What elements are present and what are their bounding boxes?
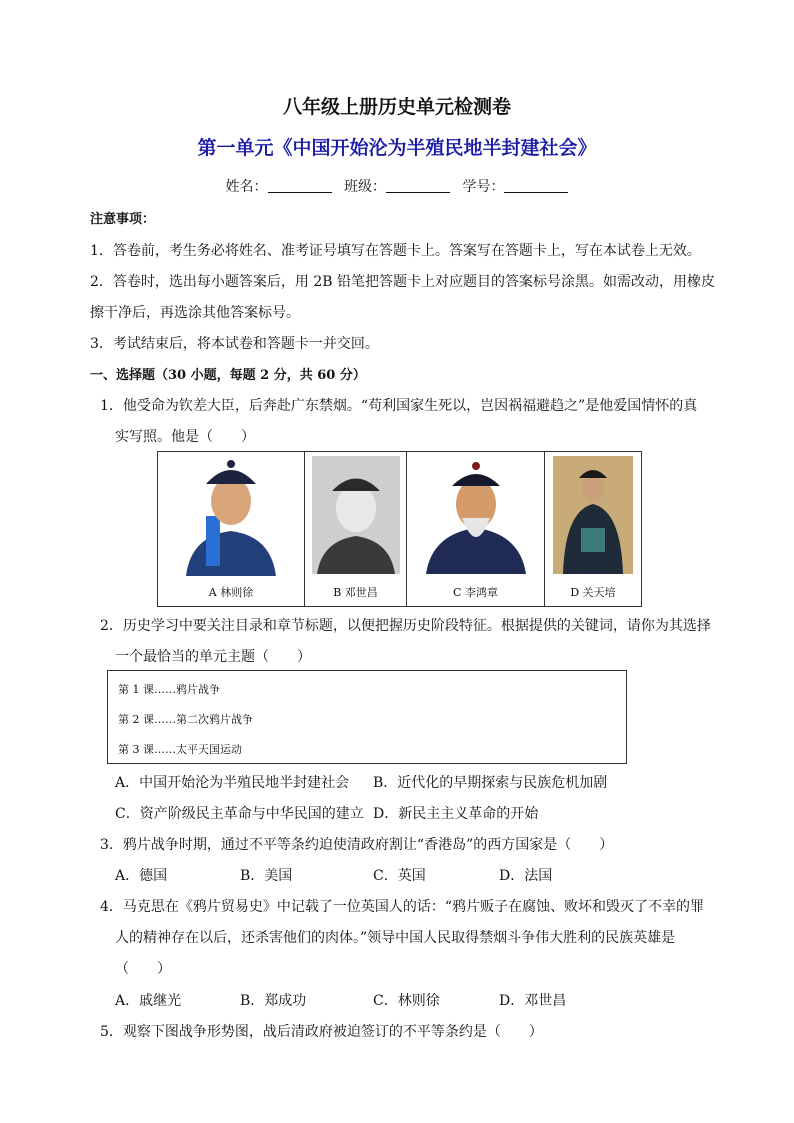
class-label: 班级： [344,179,386,195]
portrait-a-image [176,456,286,576]
question-4-paren: （ ） [115,961,171,977]
question-4-cont: 人的精神存在以后，还杀害他们的肉体。”领导中国人民取得禁烟斗争伟大胜利的民族英雄是 [115,930,676,946]
question-4: 4．马克思在《鸦片贸易史》中记载了一位英国人的话：“鸦片贩子在腐蚀、败坏和毁灭了不幸的罪 [100,899,705,915]
q4-option-d[interactable]: D．邓世昌 [499,993,567,1009]
notice-item-3: 3．考试结束后，将本试卷和答题卡一并交回。 [90,336,379,352]
id-label: 学号： [462,179,505,195]
portrait-d-image [553,456,633,574]
q2-option-c[interactable]: C．资产阶级民主革命与中华民国的建立 [115,806,364,822]
class-blank [386,178,450,193]
toc-item-3: 第 3 课……太平天国运动 [118,743,242,756]
name-blank [268,178,332,193]
portrait-a [158,452,305,606]
unit-subtitle: 第一单元《中国开始沦为半殖民地半封建社会》 [197,137,597,159]
section-heading: 一、选择题（30 小题，每题 2 分，共 60 分） [90,368,366,383]
notice-item-2-cont: 擦干净后，再选涂其他答案标号。 [90,305,300,321]
caption-d: D 关天培 [570,586,616,599]
notice-item-2: 2．答卷时，选出每小题答案后，用 2B 铅笔把答题卡上对应题目的答案标号涂黑。如需改动，用橡皮 [90,274,716,290]
toc-item-2: 第 2 课……第二次鸦片战争 [118,713,253,726]
q3-option-d[interactable]: D．法国 [499,868,553,884]
portrait-b [305,452,407,606]
question-2: 2．历史学习中要关注目录和章节标题，以便把握历史阶段特征。根据提供的关键词，请你为其选择 [100,618,711,634]
caption-b: B 邓世昌 [333,586,378,599]
name-label: 姓名： [225,179,268,195]
q2-option-b[interactable]: B．近代化的早期探索与民族危机加剧 [373,775,608,791]
question-5: 5．观察下图战争形势图，战后清政府被迫签订的不平等条约是（ ） [100,1024,543,1040]
student-info [0,176,794,196]
portrait-c [407,452,545,606]
q3-option-c[interactable]: C．英国 [373,868,426,884]
q3-option-a[interactable]: A．德国 [115,868,168,884]
q4-option-a[interactable]: A．戚继光 [115,993,182,1009]
q4-option-b[interactable]: B．郑成功 [240,993,307,1009]
caption-a: A 林则徐 [208,586,254,599]
q2-option-d[interactable]: D．新民主主义革命的开始 [373,806,539,822]
portrait-b-image [312,456,400,574]
question-2-cont: 一个最恰当的单元主题（ ） [115,649,311,665]
portrait-options [157,451,642,607]
portrait-c-image [418,456,534,574]
toc-item-1: 第 1 课……鸦片战争 [118,683,220,696]
q3-option-b[interactable]: B．美国 [240,868,293,884]
portrait-d [545,452,641,606]
question-3: 3．鸦片战争时期，通过不平等条约迫使清政府割让“香港岛”的西方国家是（ ） [100,837,614,853]
table-of-contents [107,670,627,764]
q4-option-c[interactable]: C．林则徐 [373,993,440,1009]
question-1: 1．他受命为钦差大臣，后奔赴广东禁烟。“苟利国家生死以，岂因祸福避趋之”是他爱国情怀的真 [100,398,698,414]
q2-option-a[interactable]: A．中国开始沦为半殖民地半封建社会 [115,775,350,791]
notice-item-1: 1．答卷前，考生务必将姓名、准考证号填写在答题卡上。答案写在答题卡上，写在本试卷上无效。 [90,243,701,259]
caption-c: C 李鸿章 [453,586,498,599]
id-blank [504,178,568,193]
notice-heading: 注意事项： [90,212,156,227]
page-title: 八年级上册历史单元检测卷 [282,96,511,118]
question-1-cont: 实写照。他是（ ） [115,429,255,445]
